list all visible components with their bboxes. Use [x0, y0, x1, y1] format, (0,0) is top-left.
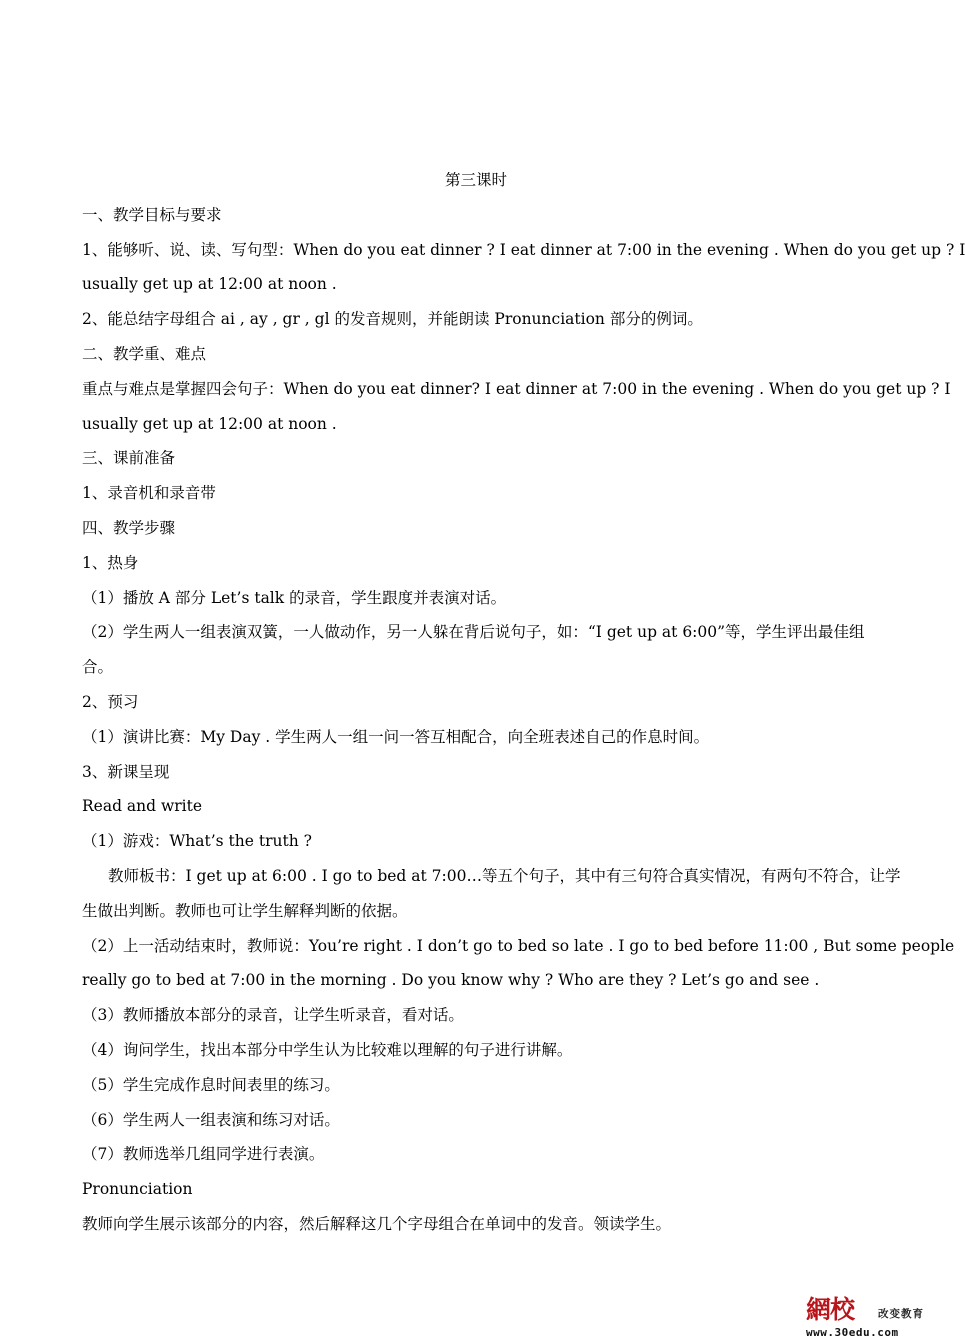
logo-mark: 網校	[806, 1295, 855, 1324]
paragraph-line: 1、能够听、说、读、写句型：When do you eat dinner ? I eat dinner at 7:00 in the evening . When do you get up ? I	[82, 240, 965, 259]
paragraph-line: （3）教师播放本部分的录音，让学生听录音，看对话。	[82, 1006, 464, 1025]
site-logo	[806, 1296, 946, 1342]
paragraph-line: （2）学生两人一组表演双簧，一人做动作，另一人躲在背后说句子，如：“I get up at 6:00”等，学生评出最佳组	[82, 623, 865, 642]
logo-slogan: 改变教育	[878, 1308, 924, 1320]
section-heading-key-points: 二、教学重、难点	[82, 344, 207, 363]
paragraph-line: （5）学生完成作息时间表里的练习。	[82, 1075, 340, 1094]
logo-url: www.30edu.com	[806, 1326, 899, 1339]
paragraph-line: （1）演讲比赛：My Day . 学生两人一组一问一答互相配合，向全班表述自己的作息时间。	[82, 727, 710, 746]
paragraph-line: （2）上一活动结束时，教师说：You’re right . I don’t go to bed so late . I go to bed before 11:00 , But some people	[82, 936, 955, 955]
paragraph-line: usually get up at 12:00 at noon .	[82, 275, 337, 294]
paragraph-line: （6）学生两人一组表演和练习对话。	[82, 1110, 340, 1129]
paragraph-line: （7）教师选举几组同学进行表演。	[82, 1145, 325, 1164]
step-heading-presentation: 3、新课呈现	[82, 762, 170, 781]
step-heading-warmup: 1、热身	[82, 553, 139, 572]
subsection-heading-read-and-write: Read and write	[82, 797, 203, 816]
section-heading-preparation: 三、课前准备	[82, 449, 176, 468]
paragraph-line: （4）询问学生，找出本部分中学生认为比较难以理解的句子进行讲解。	[82, 1040, 573, 1059]
paragraph-line: 教师向学生展示该部分的内容，然后解释这几个字母组合在单词中的发音。领读学生。	[82, 1214, 672, 1233]
paragraph-line: 2、能总结字母组合 ai , ay , gr , gl 的发音规则，并能朗读 Pronunciation 部分的例词。	[82, 310, 703, 329]
paragraph-line: 教师板书：I get up at 6:00 . I go to bed at 7:00…等五个句子，其中有三句符合真实情况，有两句不符合，让学	[108, 866, 901, 885]
paragraph-line: 重点与难点是掌握四会句子：When do you eat dinner? I eat dinner at 7:00 in the evening . When do you get up ? I	[82, 379, 951, 398]
subsection-heading-pronunciation: Pronunciation	[82, 1180, 193, 1199]
section-heading-goals: 一、教学目标与要求	[82, 205, 222, 224]
section-heading-steps: 四、教学步骤	[82, 518, 176, 537]
paragraph-line: usually get up at 12:00 at noon .	[82, 414, 337, 433]
paragraph-line: really go to bed at 7:00 in the morning . Do you know why ? Who are they ? Let’s go and see .	[82, 971, 820, 990]
paragraph-line: 合。	[82, 658, 114, 677]
step-heading-preview: 2、预习	[82, 692, 139, 711]
paragraph-line: 1、录音机和录音带	[82, 484, 216, 503]
paragraph-line: （1）播放 A 部分 Let’s talk 的录音，学生跟度并表演对话。	[82, 588, 507, 607]
document-title: 第三课时	[444, 171, 507, 189]
paragraph-line: （1）游戏：What’s the truth ?	[82, 832, 312, 851]
paragraph-line: 生做出判断。教师也可让学生解释判断的依据。	[82, 901, 408, 920]
document-body	[82, 163, 965, 1242]
